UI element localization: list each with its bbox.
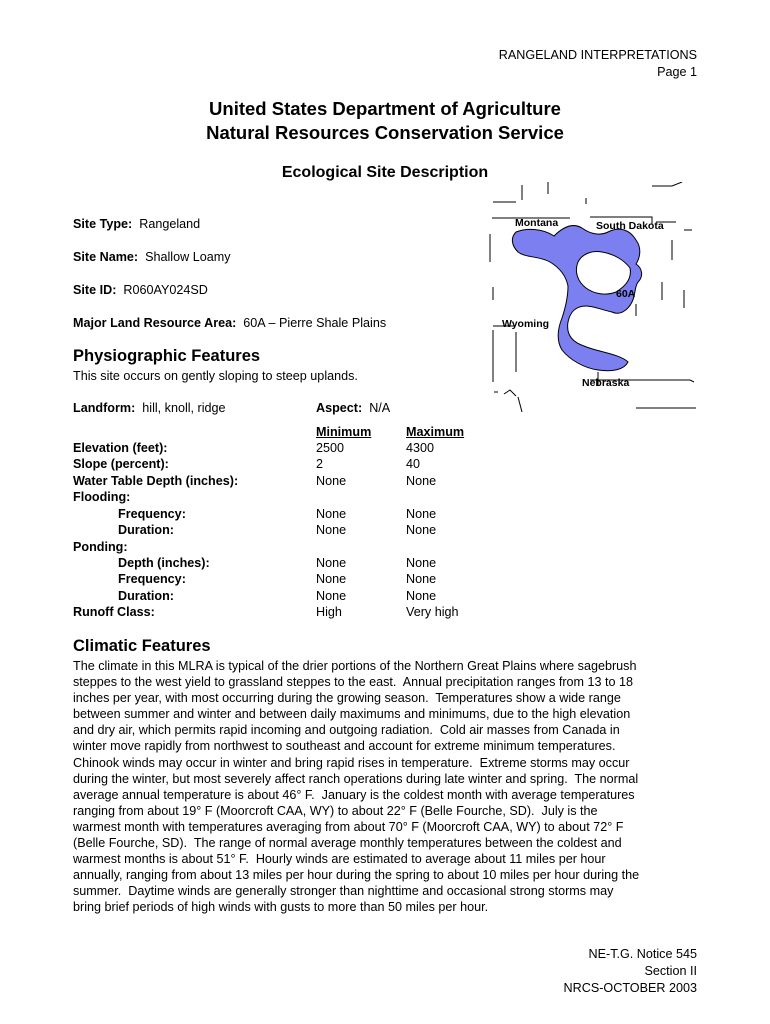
site-id-label: Site ID:: [73, 283, 117, 297]
table-cell-minimum: None: [316, 572, 347, 586]
paragraph-line: The climate in this MLRA is typical of the drier portions of the Northern Great Plains where sagebrush: [73, 659, 637, 673]
map-label-60a: 60A: [616, 288, 636, 300]
paragraph-line: between summer and winter and between daily maximums and minimums, due to the high elevation: [73, 707, 631, 722]
table-row-label: Duration:: [118, 523, 174, 537]
physiographic-heading: Physiographic Features: [73, 347, 261, 365]
table-row-label: Frequency:: [118, 572, 186, 586]
table-row-label: Flooding:: [73, 490, 131, 504]
site-id-row: [73, 283, 208, 297]
aspect-row: [316, 401, 390, 415]
site-name-row: [73, 250, 231, 264]
mlra-location-map: [486, 182, 698, 412]
table-cell-minimum: None: [316, 474, 347, 488]
paragraph-line: (Belle Fourche, SD). The range of normal average monthly temperatures between the coldest and: [73, 836, 622, 851]
table-cell-maximum: None: [406, 572, 437, 586]
paragraph-line: annually, ranging from about 13 miles per hour during the spring to about 10 miles per hour during the: [73, 868, 640, 883]
paragraph-line: steppes to the west yield to grassland steppes to the east. Annual precipitation ranges from 13 to 18: [73, 675, 634, 690]
landform-label: Landform:: [73, 401, 136, 415]
landform-row: [73, 401, 226, 415]
column-header-maximum: Maximum: [406, 425, 465, 439]
table-cell-maximum: None: [406, 556, 437, 570]
paragraph-line: and dry air, which permits rapid incoming and outgoing radiation. Cold air masses from Canada in: [73, 723, 620, 738]
table-row-label: Water Table Depth (inches):: [73, 474, 239, 488]
table-row-label: Ponding:: [73, 540, 128, 554]
paragraph-line: during the winter, but most severely affect ranch operations during late winter and spring. The normal: [73, 771, 639, 786]
site-type-label: Site Type:: [73, 217, 133, 231]
table-cell-minimum: None: [316, 556, 347, 570]
running-header: [499, 47, 697, 81]
paragraph-line: bring brief periods of high winds with gusts to more than 50 miles per hour.: [73, 900, 489, 915]
table-row-label: Frequency:: [118, 507, 186, 521]
map-label-wyoming: Wyoming: [502, 318, 550, 330]
paragraph-line: Chinook winds may occur in winter and bring rapid rises in temperature. Extreme storms may occur: [73, 755, 630, 770]
table-row-label: Duration:: [118, 589, 174, 603]
climatic-paragraph: [73, 658, 698, 916]
site-id-value: R060AY024SD: [123, 283, 208, 297]
map-label-nebraska: Nebraska: [582, 377, 630, 389]
footer-notice: NE-T.G. Notice 545: [588, 947, 697, 961]
doc-type-label: RANGELAND INTERPRETATIONS: [498, 48, 697, 62]
table-cell-maximum: None: [406, 589, 437, 603]
footer-section: Section II: [644, 964, 697, 978]
mlra-row: [73, 316, 386, 330]
site-name-label: Site Name:: [73, 250, 139, 264]
table-cell-minimum: None: [316, 523, 347, 537]
table-cell-minimum: None: [316, 507, 347, 521]
table-cell-minimum: High: [316, 605, 342, 619]
column-header-minimum: Minimum: [316, 425, 372, 439]
paragraph-line: warmest month with temperatures averaging from about 70° F (Moorcroft CAA, WY) to about 72° F: [73, 819, 624, 834]
table-cell-minimum: None: [316, 589, 347, 603]
table-cell-maximum: None: [406, 523, 437, 537]
table-cell-minimum: 2: [316, 457, 324, 471]
site-type-value: Rangeland: [139, 217, 201, 231]
mlra-label: Major Land Resource Area:: [73, 316, 237, 330]
landform-value: hill, knoll, ridge: [142, 401, 226, 415]
table-row-label: Elevation (feet):: [73, 441, 168, 455]
paragraph-line: winter move rapidly from northwest to southeast and account for extreme minimum temperatures.: [73, 739, 616, 754]
table-cell-minimum: 2500: [316, 441, 345, 455]
table-cell-maximum: Very high: [406, 605, 459, 619]
agency-title: United States Department of Agriculture: [209, 98, 561, 119]
service-title: Natural Resources Conservation Service: [206, 122, 564, 143]
aspect-value: N/A: [369, 401, 391, 415]
paragraph-line: ranging from about 19° F (Moorcroft CAA, WY) to about 22° F (Belle Fourche, SD). July is the: [73, 803, 598, 818]
aspect-label: Aspect:: [316, 401, 363, 415]
table-cell-maximum: 40: [406, 457, 421, 471]
map-label-south-dakota: South Dakota: [596, 220, 664, 232]
footer-date: NRCS-OCTOBER 2003: [563, 981, 697, 995]
site-type-row: [73, 217, 200, 231]
table-row-label: Depth (inches):: [118, 556, 210, 570]
table-row-label: Runoff Class:: [73, 605, 155, 619]
paragraph-line: warmest months is about 51° F. Hourly winds are estimated to average about 11 miles per hour: [73, 852, 606, 867]
physiographic-intro: This site occurs on gently sloping to steep uplands.: [73, 369, 358, 383]
paragraph-line: inches per year, with most occurring during the growing season. Temperatures show a wide range: [73, 691, 621, 706]
page-footer: [564, 946, 697, 997]
page-number: Page 1: [657, 65, 697, 79]
paragraph-line: summer. Daytime winds are generally stronger than nighttime and occasional strong storms may: [73, 884, 614, 899]
table-row-label: Slope (percent):: [73, 457, 169, 471]
map-label-montana: Montana: [515, 217, 559, 229]
table-cell-maximum: None: [406, 507, 437, 521]
climatic-heading: Climatic Features: [73, 637, 211, 655]
table-cell-maximum: 4300: [406, 441, 435, 455]
document-title: Ecological Site Description: [281, 164, 489, 181]
table-cell-maximum: None: [406, 474, 437, 488]
mlra-value: 60A – Pierre Shale Plains: [243, 316, 387, 330]
paragraph-line: average annual temperature is about 46° F. January is the coldest month with average temperatures: [73, 787, 635, 802]
site-name-value: Shallow Loamy: [145, 250, 231, 264]
